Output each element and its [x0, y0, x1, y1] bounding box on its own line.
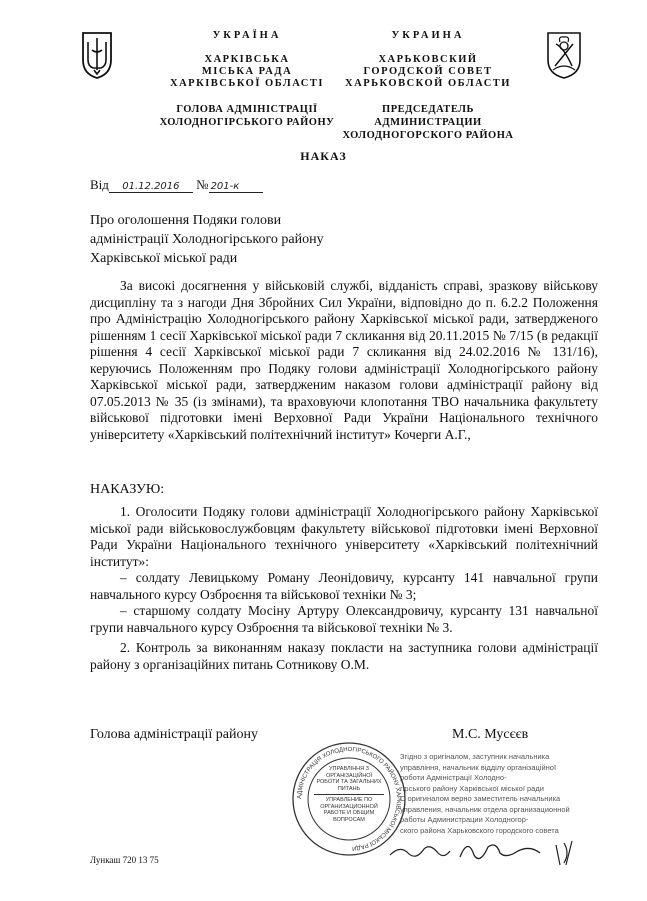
order-item-2: 2. Контроль за виконанням наказу покласти на заступника голови адміністрації району з організаційних питань Сотникову О.М.	[90, 640, 598, 672]
order-number: 201-к	[209, 181, 263, 193]
council-name-ru: ХАРЬКОВСКИЙ ГОРОДСКОЙ СОВЕТ ХАРЬКОВСКОЙ ОБЛАСТИ	[345, 54, 511, 89]
order-date: 01.12.2016	[109, 181, 193, 193]
number-label: №	[196, 177, 209, 192]
header-right	[328, 30, 528, 142]
document-title: НАКАЗ	[300, 149, 347, 163]
admin-title-ru: ПРЕДСЕДАТЕЛЬ АДМИНИСТРАЦИИ ХОЛОДНОГОРСКОГО РАЙОНА	[342, 104, 514, 141]
order-subject: Про оголошення Подяки голови адміністрації Холодногірського району Харківської міської ради	[90, 213, 324, 266]
order-word: НАКАЗУЮ:	[90, 482, 165, 497]
admin-title-uk: ГОЛОВА АДМІНІСТРАЦІЇ ХОЛОДНОГІРСЬКОГО РАЙОНУ	[159, 104, 335, 128]
certification-note: Згідно з оригіналом, заступник начальника управління, начальник відділу організаційної роботи Адміністрації Холодно- гірського району Харківської міської ради С оригиналом верно заместитель начальника управления, начальник отдела организационной работы Администрации Холодногор- ского района Харьковского городского совета	[400, 752, 570, 835]
council-name-uk: ХАРКІВСЬКА МІСЬКА РАДА ХАРКІВСЬКОЇ ОБЛАСТІ	[170, 54, 324, 89]
order-item-1	[90, 504, 598, 636]
signatory-name: М.С. Мусєєв	[452, 727, 529, 742]
country-name-uk: УКРАЇНА	[212, 30, 282, 41]
date-number-line	[90, 177, 263, 193]
from-label: Від	[90, 177, 109, 192]
stamp-inner-uk: УПРАВЛІННЯ З ОРГАНІЗАЦІЙНОЇ РОБОТИ ТА ЗАГАЛЬНИХ ПИТАНЬ	[316, 766, 382, 792]
signatory-title: Голова адміністрації району	[90, 727, 258, 742]
country-name-ru: УКРАИНА	[391, 30, 465, 41]
kharkiv-coat-of-arms-icon	[544, 30, 584, 80]
round-seal-stamp	[290, 740, 408, 858]
stamp-outer-text: АДМІНІСТРАЦІЯ ХОЛОДНОГІРСЬКОГО РАЙОНУ ХАРКІВСЬКОЇ МІСЬКОЇ РАДИ	[296, 746, 402, 851]
item-1-intro: 1. Оголосити Подяку голови адміністрації Холодногірського району Харківської міської ради військовослужбовцям факультету військової підготовки імені Верховної Ради України Національного технічного університету «Харківський політехнічний інститут»:	[90, 504, 598, 569]
trident-icon	[80, 30, 114, 80]
stamp-inner-ru: УПРАВЛЕНИЕ ПО ОРГАНИЗАЦИОННОЙ РАБОТЕ И ОБЩИМ ВОПРОСАМ	[320, 797, 378, 823]
recipient-1: – солдату Левицькому Роману Леонідовичу, курсанту 141 навчальної групи навчального курсу Озброєння та військової техніки № 3;	[90, 570, 598, 602]
recipient-2: – старшому солдату Мосіну Артуру Олександровичу, курсанту 131 навчальної групи навчального курсу Озброєння та військової техніки № 3.	[90, 603, 598, 635]
header-left	[152, 30, 342, 129]
preamble-paragraph: За високі досягнення у військовій службі, відданість справі, зразкову військову дисципліну та з нагоди Дня Збройних Сил України, відповідно до п. 6.2.2 Положення про Адміністрацію Холодногірського району Харківської міської ради, затвердженого рішенням 1 сесії Харківської міської ради 7 скликання від 20.11.2015 № 7/15 (в редакції рішення 4 сесії Харківської міської ради 7 скликання від 24.02.2016 № 131/16), керуючись Положенням про Подяку голови адміністрації Холодногірського району Харківської міської ради, затвердженим наказом голови адміністрації району від 07.05.2013 № 35 (із змінами), та враховуючи клопотання ТВО начальника факультету військової підготовки імені Верховної Ради України Національного технічного університету «Харківський політехнічний інститут» Кочерги А.Г.,	[90, 278, 598, 442]
executor-info: Лункаш 720 13 75	[90, 855, 159, 865]
